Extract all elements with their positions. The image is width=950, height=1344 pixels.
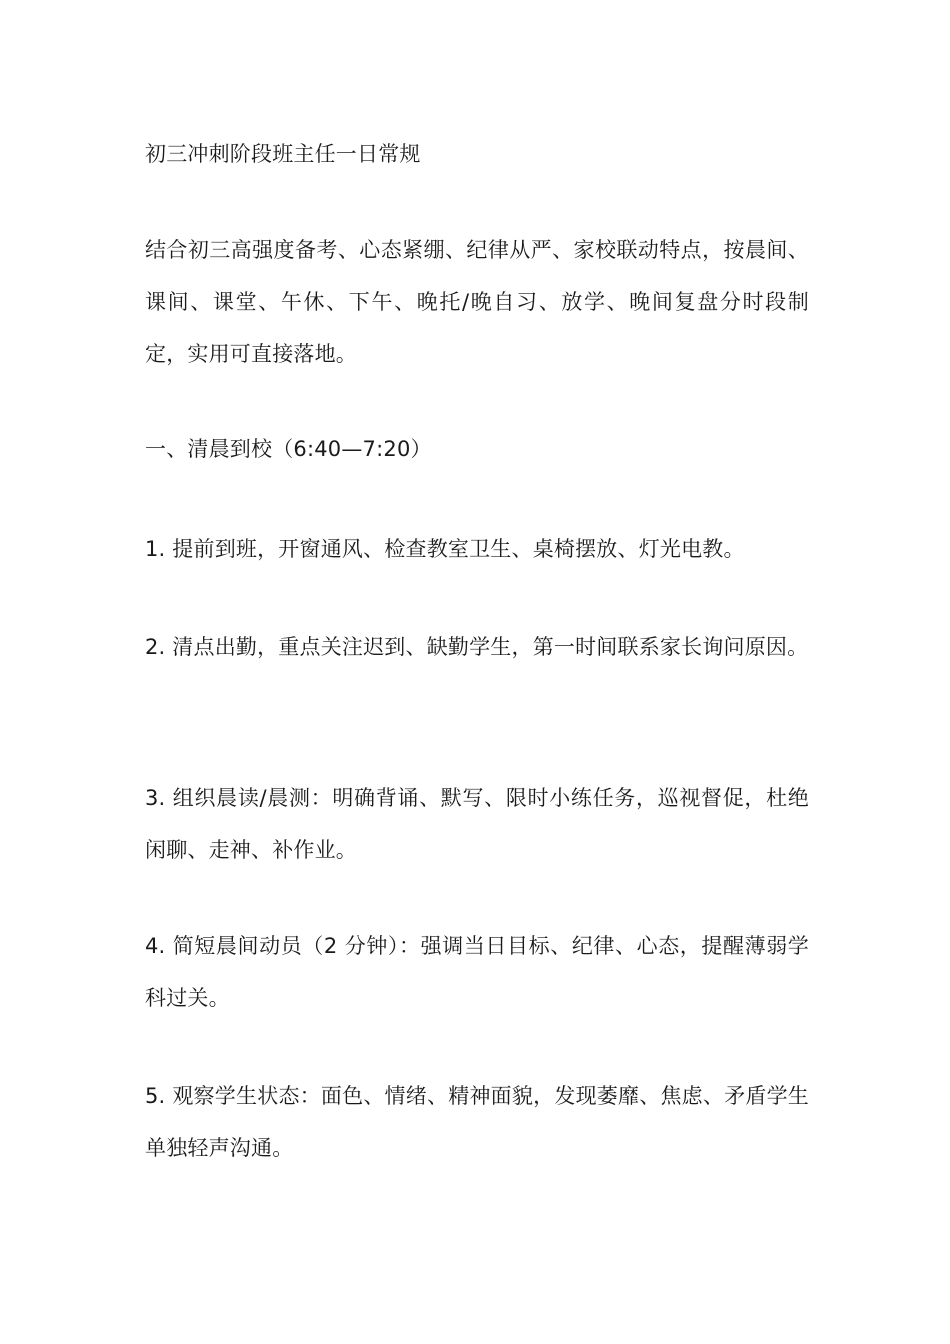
list-item: 3. 组织晨读/晨测：明确背诵、默写、限时小练任务，巡视督促，杜绝闲聊、走神、补作业。 [145,786,809,862]
list-item: 2. 清点出勤，重点关注迟到、缺勤学生，第一时间联系家长询问原因。 [145,635,809,659]
list-item: 5. 观察学生状态：面色、情绪、精神面貌，发现萎靡、焦虑、矛盾学生单独轻声沟通。 [145,1084,809,1160]
intro-paragraph: 结合初三高强度备考、心态紧绷、纪律从严、家校联动特点，按晨间、课间、课堂、午休、下午、晚托/晚自习、放学、晚间复盘分时段制定，实用可直接落地。 [145,238,809,366]
list-item: 4. 简短晨间动员（2 分钟）：强调当日目标、纪律、心态，提醒薄弱学科过关。 [145,934,809,1010]
section-heading: 一、清晨到校（6:40—7:20） [145,437,432,461]
list-item: 1. 提前到班，开窗通风、检查教室卫生、桌椅摆放、灯光电教。 [145,537,745,561]
document-title: 初三冲刺阶段班主任一日常规 [145,142,421,166]
